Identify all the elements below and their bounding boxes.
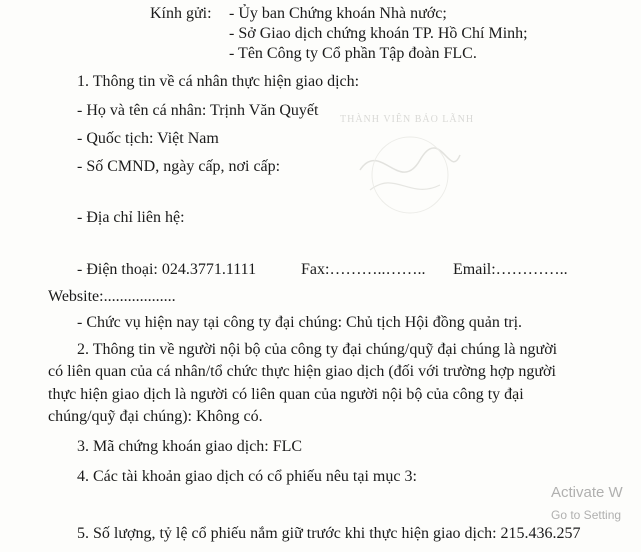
email-line: Email:…………..	[453, 261, 568, 278]
section3-line: 3. Mã chứng khoán giao dịch: FLC	[77, 438, 303, 455]
recipient-ssc: - Ủy ban Chứng khoán Nhà nước;	[229, 5, 447, 22]
section1-heading: 1. Thông tin về cá nhân thực hiện giao dịch:	[77, 73, 360, 90]
activate-title: Activate W	[551, 484, 623, 501]
section2-line: thực hiện giao dịch là người có liên quan của người nội bộ của công ty đại	[48, 386, 524, 403]
stamp-text: THÀNH VIÊN BẢO LÃNH	[340, 114, 475, 125]
section5-line: 5. Số lượng, tỷ lệ cổ phiếu nắm giữ trước khi thực hiện giao dịch: 215.436.257	[77, 525, 581, 542]
person-name-line: - Họ và tên cá nhân: Trịnh Văn Quyết	[77, 102, 319, 119]
id-card-line: - Số CMND, ngày cấp, nơi cấp:	[77, 158, 281, 175]
section4-line: 4. Các tài khoản giao dịch có cổ phiếu nêu tại mục 3:	[77, 468, 417, 485]
section2-line: chúng/quỹ đại chúng): Không có.	[48, 408, 263, 425]
contact-address-line: - Địa chỉ liên hệ:	[77, 209, 185, 226]
website-line: Website:..................	[48, 288, 176, 305]
activate-windows-watermark	[551, 484, 623, 523]
position-line: - Chức vụ hiện nay tại công ty đại chúng: Chủ tịch Hội đồng quản trị.	[77, 314, 523, 331]
recipient-hose: - Sở Giao dịch chứng khoán TP. Hồ Chí Minh;	[229, 25, 528, 42]
recipient-flc: - Tên Công ty Cổ phần Tập đoàn FLC.	[229, 45, 477, 62]
fax-line: Fax:………..……..	[301, 261, 426, 278]
section2-line: có liên quan của cá nhân/tổ chức thực hiện giao dịch (đối với trường hợp người	[48, 363, 556, 380]
activate-subtitle: Go to Setting	[551, 508, 622, 522]
phone-line: - Điện thoại: 024.3771.1111	[77, 261, 257, 278]
faint-seal-stamp	[300, 100, 560, 260]
section2-line: 2. Thông tin về người nội bộ của công ty đại chúng/quỹ đại chúng là người	[77, 341, 558, 358]
nationality-line: - Quốc tịch: Việt Nam	[77, 130, 219, 147]
kinh-gui-label: Kính gửi:	[150, 5, 212, 22]
